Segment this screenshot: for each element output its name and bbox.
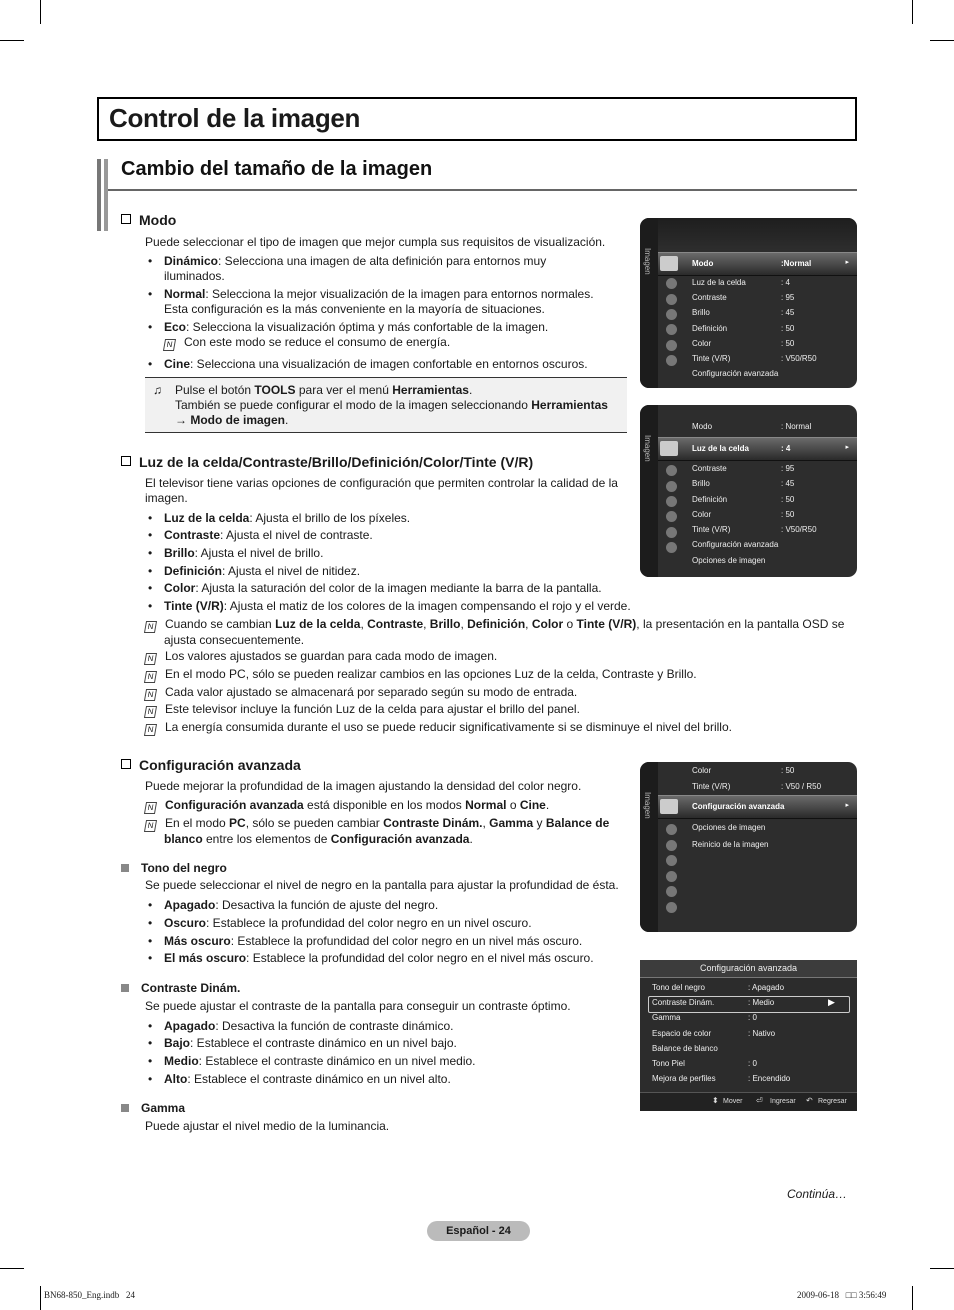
page-title: Control de la imagen <box>109 103 361 133</box>
arrow-right-icon: ▸ <box>845 802 849 809</box>
modo-heading: Modo <box>121 212 176 228</box>
checkbox-icon <box>121 759 131 769</box>
note-icon: N <box>144 820 157 832</box>
crop-mark <box>912 0 913 24</box>
list-item: • Alto: Establece el contraste dinámico en un nivel alto. <box>148 1072 451 1086</box>
osd-row[interactable]: Tinte (V/R) : V50/R50 <box>692 525 817 534</box>
list-item: • Luz de la celda: Ajusta el brillo de los píxeles. <box>148 511 411 525</box>
tono-intro: Se puede seleccionar el nivel de negro en la pantalla para ajustar la profundidad de ésta. <box>145 878 619 892</box>
crop-mark <box>930 1268 954 1269</box>
osd-row[interactable]: Tinte (V/R) : V50 / R50 <box>692 782 822 791</box>
osd-row[interactable]: Tinte (V/R) : V50/R50 <box>692 354 817 363</box>
print-info-left: BN68-850_Eng.indb 24 <box>44 1290 135 1300</box>
arrow-right-icon: ▸ <box>845 444 849 451</box>
page-number-badge: Español - 24 <box>427 1221 530 1241</box>
note-icon: N <box>144 706 157 718</box>
osd-row[interactable]: Contraste : 95 <box>692 464 795 473</box>
crop-mark <box>0 40 24 41</box>
list-item: • Brillo: Ajusta el nivel de brillo. <box>148 546 324 560</box>
tools-note-box <box>145 377 627 433</box>
osd-row[interactable]: Configuración avanzada <box>692 540 779 549</box>
list-item: • Color: Ajusta la saturación del color de la imagen mediante la barra de la pantalla. <box>148 581 602 595</box>
config-heading: Configuración avanzada <box>121 757 301 773</box>
square-bullet-icon <box>121 984 129 992</box>
gamma-intro: Puede ajustar el nivel medio de la luminancia. <box>145 1119 390 1133</box>
osd-footer: ⬍ Mover ⏎ Ingresar ↶ Regresar <box>640 1092 857 1111</box>
osd-advanced-settings <box>640 960 857 1110</box>
tono-heading: Tono del negro <box>121 861 227 876</box>
osd-row[interactable]: Reinicio de la imagen <box>692 840 769 849</box>
note-icon: N <box>144 671 157 683</box>
continua-label: Continúa… <box>787 1187 848 1201</box>
osd-menu-luz <box>640 405 857 577</box>
crop-mark <box>40 0 41 24</box>
luz-note: N Cada valor ajustado se almacenará por separado según su modo de entrada. <box>145 685 577 701</box>
osd-row[interactable]: Brillo : 45 <box>692 308 795 317</box>
checkbox-icon <box>121 456 131 466</box>
osd-row[interactable]: Brillo : 45 <box>692 479 795 488</box>
osd-advanced-title: Configuración avanzada <box>640 960 857 978</box>
list-item: • Más oscuro: Establece la profundidad del color negro en un nivel más oscuro. <box>148 934 583 948</box>
section-bar <box>97 159 101 231</box>
list-item: • Definición: Ajusta el nivel de nitidez. <box>148 564 361 578</box>
osd-selected-row[interactable]: Luz de la celda : 4 ▸ <box>658 437 857 461</box>
list-item: • Normal: Selecciona la mejor visualización de la imagen para entornos normales. Esta configuración es la más conveniente en la mayoría de situaciones. <box>148 287 594 316</box>
list-item: • Eco: Selecciona la visualización óptima y más confortable de la imagen. N Con este modo se reduce el consumo de energía. <box>148 320 549 349</box>
enter-icon: ⏎ <box>756 1096 763 1105</box>
osd-selected-row[interactable]: Configuración avanzada ▸ <box>658 795 857 819</box>
list-item: • Apagado: Desactiva la función de contraste dinámico. <box>148 1019 454 1033</box>
osd-row[interactable]: Luz de la celda : 4 <box>692 278 790 287</box>
tools-icon: ♫ <box>153 383 162 397</box>
return-icon: ↶ <box>806 1096 813 1105</box>
list-item: • Oscuro: Establece la profundidad del color negro en un nivel oscuro. <box>148 916 532 930</box>
osd-row[interactable]: Configuración avanzada <box>692 369 779 378</box>
list-item: • Bajo: Establece el contraste dinámico en un nivel bajo. <box>148 1036 457 1050</box>
luz-note: N Este televisor incluye la función Luz de la celda para ajustar el brillo del panel. <box>145 702 580 718</box>
list-item: • Tinte (V/R): Ajusta el matiz de los colores de la imagen compensando el rojo y el verde. <box>148 599 631 613</box>
osd-row[interactable]: Balance de blanco <box>652 1044 718 1053</box>
modo-intro: Puede seleccionar el tipo de imagen que mejor cumpla sus requisitos de visualización. <box>145 235 606 249</box>
contraste-intro: Se puede ajustar el contraste de la pantalla para conseguir un contraste óptimo. <box>145 999 571 1013</box>
list-item: • El más oscuro: Establece la profundidad del color negro en el nivel más oscuro. <box>148 951 594 965</box>
osd-row[interactable]: Espacio de color : Nativo <box>652 1029 776 1038</box>
osd-row[interactable]: Opciones de imagen <box>692 556 766 565</box>
list-item: • Contraste: Ajusta el nivel de contraste. <box>148 528 373 542</box>
osd-row[interactable]: Tono del negro : Apagado <box>652 983 785 992</box>
note-icon: N <box>144 724 157 736</box>
osd-side-label: Imagen <box>643 435 652 462</box>
list-item: • Apagado: Desactiva la función de ajuste del negro. <box>148 898 439 912</box>
list-item: • Medio: Establece el contraste dinámico en un nivel medio. <box>148 1054 476 1068</box>
section-divider <box>108 189 857 191</box>
config-note: N En el modo PC, sólo se pueden cambiar Contraste Dinám., Gamma y Balance de blanco entre los elementos de Configuración avanzada. <box>145 816 635 847</box>
move-icon: ⬍ <box>712 1096 719 1105</box>
section-title: Cambio del tamaño de la imagen <box>121 158 433 180</box>
osd-side-label: Imagen <box>643 248 652 275</box>
osd-row[interactable]: Definición : 50 <box>692 495 795 504</box>
osd-row[interactable]: Color : 50 <box>692 510 795 519</box>
arrow-right-icon: ▸ <box>845 259 849 266</box>
tv-picture-icon <box>660 256 678 271</box>
page-title-box <box>97 97 857 141</box>
osd-row[interactable]: Opciones de imagen <box>692 823 766 832</box>
checkbox-icon <box>121 214 131 224</box>
tools-note-text: Pulse el botón TOOLS para ver el menú Herramientas. También se puede configurar el modo de la imagen seleccionando Herramientas → Modo de imagen. <box>175 383 608 427</box>
crop-mark <box>912 1286 913 1310</box>
note-icon: N <box>144 621 157 633</box>
luz-note: N La energía consumida durante el uso se puede reducir significativamente si se disminuye el nivel del brillo. <box>145 720 732 736</box>
tv-picture-icon <box>660 799 678 814</box>
square-bullet-icon <box>121 1104 129 1112</box>
note-icon: N <box>144 802 157 814</box>
config-note: N Configuración avanzada está disponible en los modos Normal o Cine. <box>145 798 549 814</box>
osd-row[interactable]: Color : 50 <box>692 339 795 348</box>
osd-row[interactable]: Color : 50 <box>692 766 795 775</box>
luz-intro: El televisor tiene varias opciones de configuración que permiten controlar la calidad de la imagen. <box>145 476 618 505</box>
osd-row[interactable]: Contraste Dinám. : Medio <box>652 998 775 1007</box>
crop-mark <box>0 1268 24 1269</box>
osd-menu-config <box>640 762 857 932</box>
print-info-right: 2009-06-18 □□ 3:56:49 <box>797 1290 887 1300</box>
luz-heading: Luz de la celda/Contraste/Brillo/Definición/Color/Tinte (V/R) <box>121 454 533 470</box>
osd-menu-modo <box>640 218 857 388</box>
osd-row[interactable]: Gamma : 0 <box>652 1013 757 1022</box>
section-bar <box>104 159 108 231</box>
osd-row[interactable]: Contraste : 95 <box>692 293 795 302</box>
config-intro: Puede mejorar la profundidad de la imagen ajustando la densidad del color negro. <box>145 779 582 793</box>
arrow-right-icon: ▶ <box>828 997 835 1007</box>
crop-mark <box>40 1286 41 1310</box>
contraste-heading: Contraste Dinám. <box>121 981 240 996</box>
square-bullet-icon <box>121 864 129 872</box>
luz-note: N Cuando se cambian Luz de la celda, Contraste, Brillo, Definición, Color o Tinte (V/R), la presentación en la pantalla OSD se ajusta consecuentemente. <box>145 617 857 648</box>
luz-note: N En el modo PC, sólo se pueden realizar cambios en las opciones Luz de la celda, Contraste y Brillo. <box>145 667 697 683</box>
osd-row[interactable]: Definición : 50 <box>692 324 795 333</box>
tv-picture-icon <box>660 441 678 456</box>
osd-row[interactable]: Mejora de perfiles : Encendido <box>652 1074 791 1083</box>
luz-note: N Los valores ajustados se guardan para cada modo de imagen. <box>145 649 497 665</box>
note-icon: N <box>144 653 157 665</box>
osd-selected-row[interactable]: Modo :Normal ▸ <box>658 252 857 276</box>
osd-side-label: Imagen <box>643 792 652 819</box>
osd-row[interactable]: Tono Piel : 0 <box>652 1059 757 1068</box>
list-item: • Dinámico: Selecciona una imagen de alta definición para entornos muy iluminados. <box>148 254 547 283</box>
gamma-heading: Gamma <box>121 1101 185 1116</box>
crop-mark <box>930 40 954 41</box>
note-icon: N <box>163 339 176 351</box>
list-item: • Cine: Selecciona una visualización de imagen confortable en entornos oscuros. <box>148 357 588 371</box>
osd-row[interactable]: Modo : Normal <box>692 422 812 431</box>
note-icon: N <box>144 689 157 701</box>
